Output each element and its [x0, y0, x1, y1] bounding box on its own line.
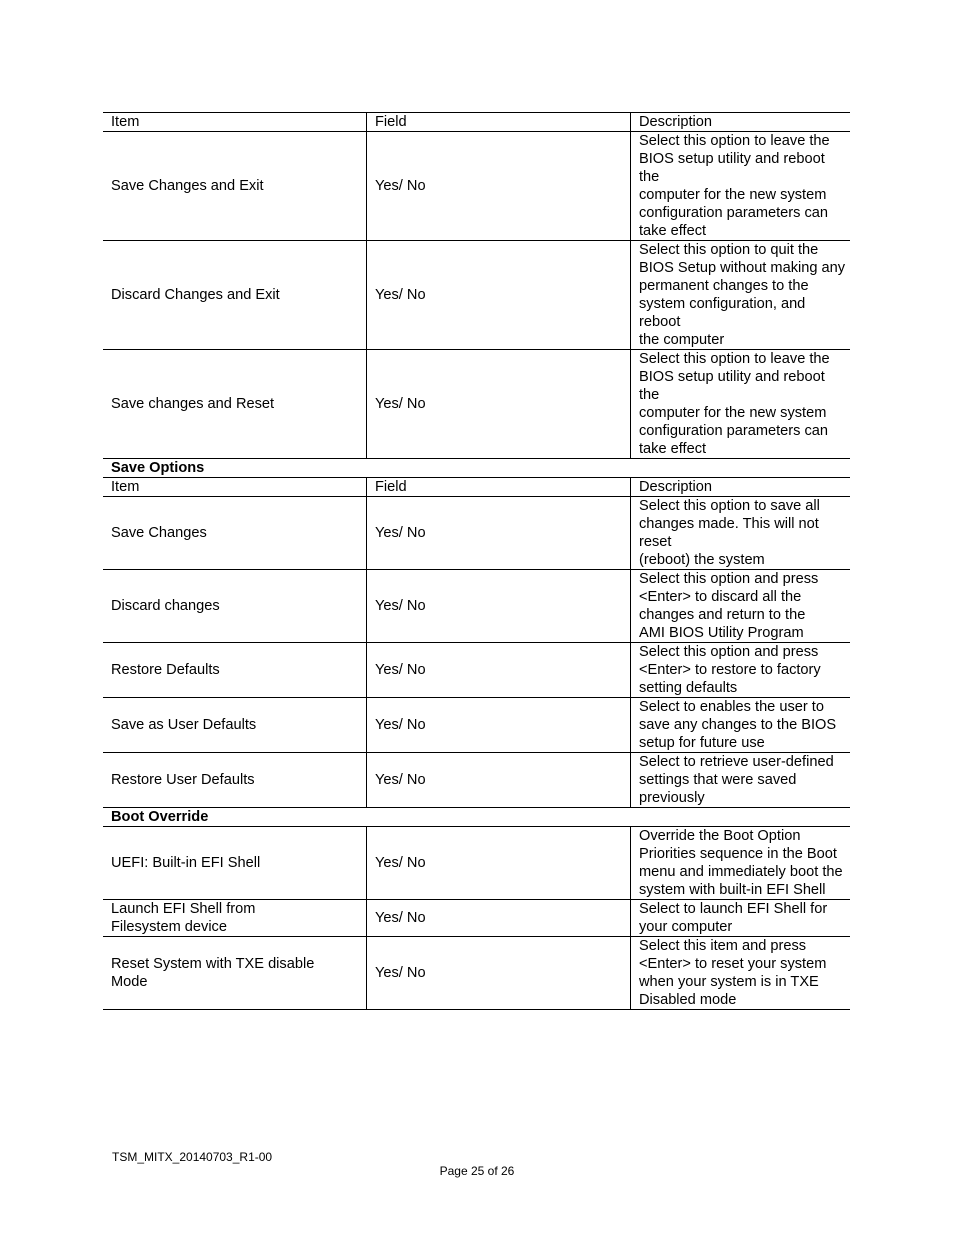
row-field: Yes/ No	[367, 753, 631, 808]
row-field: Yes/ No	[367, 570, 631, 643]
table-row	[103, 241, 850, 350]
table-row	[103, 698, 850, 753]
row-description: Select this option and press <Enter> to restore to factory setting defaults	[631, 643, 851, 698]
row-description: Select this option to quit the BIOS Setup without making any permanent changes to the system configuration, and reboot the computer	[631, 241, 851, 350]
row-item: Launch EFI Shell from Filesystem device	[103, 900, 367, 937]
row-item: Discard Changes and Exit	[103, 241, 367, 350]
row-description: Select this option to save all changes made. This will not reset (reboot) the system	[631, 497, 851, 570]
row-description: Select this option to leave the BIOS setup utility and reboot the computer for the new system configuration parameters can take effect	[631, 132, 851, 241]
row-item: Restore Defaults	[103, 643, 367, 698]
row-field: Yes/ No	[367, 900, 631, 937]
row-description: Select this item and press <Enter> to reset your system when your system is in TXE Disabled mode	[631, 937, 851, 1010]
table-row	[103, 643, 850, 698]
row-field: Yes/ No	[367, 643, 631, 698]
footer-document-id: TSM_MITX_20140703_R1-00	[112, 1150, 273, 1164]
table-header-row	[103, 478, 850, 497]
header-item: Item	[103, 113, 367, 132]
row-field: Yes/ No	[367, 497, 631, 570]
row-description: Select this option to leave the BIOS setup utility and reboot the computer for the new system configuration parameters can take effect	[631, 350, 851, 459]
row-item: Save Changes	[103, 497, 367, 570]
section-title: Boot Override	[103, 808, 850, 827]
section-title: Save Options	[103, 459, 850, 478]
row-item: Reset System with TXE disable Mode	[103, 937, 367, 1010]
table-header-row	[103, 113, 850, 132]
row-item: Restore User Defaults	[103, 753, 367, 808]
row-description: Select this option and press <Enter> to discard all the changes and return to the AMI BIOS Utility Program	[631, 570, 851, 643]
row-description: Select to enables the user to save any changes to the BIOS setup for future use	[631, 698, 851, 753]
row-item: Discard changes	[103, 570, 367, 643]
row-item: Save changes and Reset	[103, 350, 367, 459]
bios-options-table	[103, 112, 850, 1010]
row-field: Yes/ No	[367, 350, 631, 459]
header-field: Field	[367, 113, 631, 132]
section-title-boot-override	[103, 808, 850, 827]
table-row	[103, 132, 850, 241]
header-field: Field	[367, 478, 631, 497]
row-description: Select to retrieve user-defined settings that were saved previously	[631, 753, 851, 808]
row-item: Save as User Defaults	[103, 698, 367, 753]
table-row	[103, 753, 850, 808]
row-field: Yes/ No	[367, 698, 631, 753]
table-row	[103, 570, 850, 643]
table-row	[103, 350, 850, 459]
table-row	[103, 937, 850, 1010]
table-row	[103, 900, 850, 937]
table-row	[103, 497, 850, 570]
footer-page-number: Page 25 of 26	[439, 1164, 515, 1178]
header-item: Item	[103, 478, 367, 497]
row-field: Yes/ No	[367, 827, 631, 900]
header-description: Description	[631, 478, 851, 497]
row-field: Yes/ No	[367, 241, 631, 350]
table-row	[103, 827, 850, 900]
header-description: Description	[631, 113, 851, 132]
row-description: Override the Boot Option Priorities sequence in the Boot menu and immediately boot the system with built-in EFI Shell	[631, 827, 851, 900]
row-field: Yes/ No	[367, 937, 631, 1010]
row-item: Save Changes and Exit	[103, 132, 367, 241]
section-title-save-options	[103, 459, 850, 478]
row-item: UEFI: Built-in EFI Shell	[103, 827, 367, 900]
row-description: Select to launch EFI Shell for your computer	[631, 900, 851, 937]
row-field: Yes/ No	[367, 132, 631, 241]
